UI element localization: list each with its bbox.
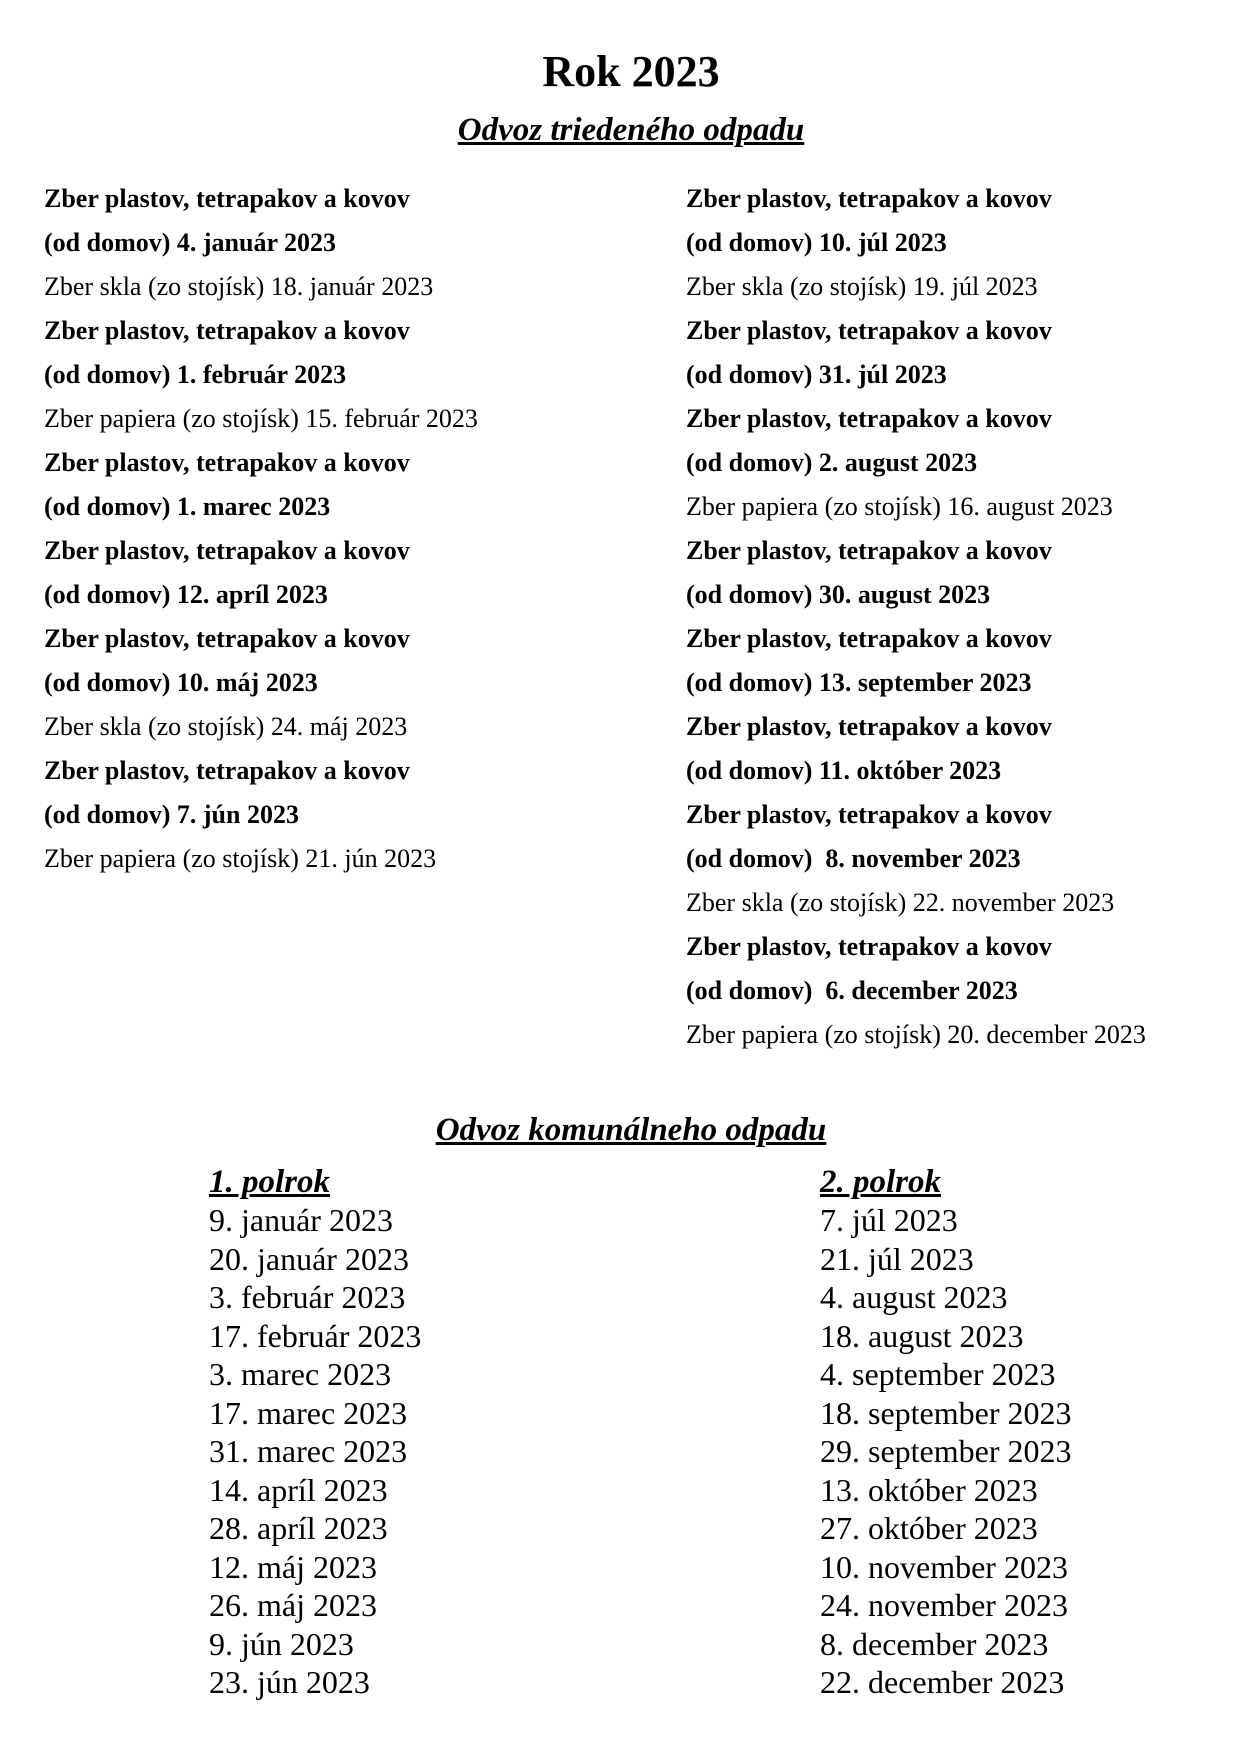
collection-entry-bold: (od domov) 11. október 2023 xyxy=(686,756,1002,785)
collection-date: 17. február 2023 xyxy=(209,1317,422,1354)
collection-date: 23. jún 2023 xyxy=(209,1664,370,1700)
collection-entry-bold: (od domov) 10. júl 2023 xyxy=(686,228,947,257)
collection-date: 14. apríl 2023 xyxy=(209,1471,388,1508)
collection-date: 13. október 2023 xyxy=(820,1471,1038,1508)
collection-entry-bold: Zber plastov, tetrapakov a kovov xyxy=(686,184,1052,213)
collection-date: 18. september 2023 xyxy=(820,1394,1072,1431)
collection-entry-bold: Zber plastov, tetrapakov a kovov xyxy=(44,536,410,565)
collection-entry-bold: (od domov) 4. január 2023 xyxy=(44,228,337,257)
collection-entry-bold: Zber plastov, tetrapakov a kovov xyxy=(686,800,1052,829)
first-half-date-list xyxy=(209,1201,629,1702)
collection-date: 21. júl 2023 xyxy=(820,1240,974,1277)
collection-entry-bold: Zber plastov, tetrapakov a kovov xyxy=(686,932,1052,961)
collection-entry-bold: Zber plastov, tetrapakov a kovov xyxy=(44,448,410,477)
collection-date: 20. január 2023 xyxy=(209,1240,409,1277)
collection-date: 31. marec 2023 xyxy=(209,1433,408,1469)
second-half-heading: 2. polrok xyxy=(820,1164,942,1200)
collection-entry: Zber skla (zo stojísk) 19. júl 2023 xyxy=(686,272,1038,301)
collection-entry: Zber papiera (zo stojísk) 21. jún 2023 xyxy=(44,844,437,873)
collection-entry-bold: (od domov) 31. júl 2023 xyxy=(686,360,947,389)
collection-date: 9. január 2023 xyxy=(209,1202,393,1238)
collection-date: 4. september 2023 xyxy=(820,1356,1056,1392)
collection-entry-bold: (od domov) 30. august 2023 xyxy=(686,580,991,609)
collection-entry: Zber skla (zo stojísk) 18. január 2023 xyxy=(44,272,434,301)
collection-entry-bold: (od domov) 1. február 2023 xyxy=(44,360,347,389)
collection-entry-bold: (od domov) 2. august 2023 xyxy=(686,448,978,477)
first-half-heading: 1. polrok xyxy=(209,1164,331,1200)
collection-entry-bold: (od domov) 1. marec 2023 xyxy=(44,492,331,521)
page-title: Rok 2023 xyxy=(542,47,720,96)
collection-entry: Zber papiera (zo stojísk) 16. august 2023 xyxy=(686,492,1113,521)
collection-date: 29. september 2023 xyxy=(820,1433,1072,1469)
second-half-date-list xyxy=(820,1201,1220,1702)
collection-entry-bold: (od domov) 7. jún 2023 xyxy=(44,800,299,829)
collection-entry-bold: (od domov) 10. máj 2023 xyxy=(44,668,318,697)
collection-entry-bold: Zber plastov, tetrapakov a kovov xyxy=(44,756,410,785)
second-half-schedule xyxy=(820,1163,1220,1702)
collection-entry-bold: Zber plastov, tetrapakov a kovov xyxy=(686,404,1052,433)
collection-date: 7. júl 2023 xyxy=(820,1202,958,1238)
collection-date: 28. apríl 2023 xyxy=(209,1510,388,1546)
collection-entry-bold: Zber plastov, tetrapakov a kovov xyxy=(44,184,410,213)
sorted-waste-heading: Odvoz triedeného odpadu xyxy=(457,112,805,148)
collection-date: 8. december 2023 xyxy=(820,1625,1049,1662)
collection-date: 18. august 2023 xyxy=(820,1317,1024,1354)
collection-entry-bold: (od domov) 12. apríl 2023 xyxy=(44,580,328,609)
collection-entry-bold: Zber plastov, tetrapakov a kovov xyxy=(686,624,1052,653)
sorted-waste-left-column xyxy=(44,177,644,881)
collection-entry-bold: (od domov) 13. september 2023 xyxy=(686,668,1032,697)
collection-date: 3. február 2023 xyxy=(209,1279,406,1315)
collection-entry-bold: (od domov) 6. december 2023 xyxy=(686,976,1018,1005)
municipal-waste-heading: Odvoz komunálneho odpadu xyxy=(435,1112,827,1148)
collection-entry: Zber papiera (zo stojísk) 15. február 2023 xyxy=(44,404,478,433)
first-half-schedule xyxy=(209,1163,629,1702)
collection-entry: Zber skla (zo stojísk) 24. máj 2023 xyxy=(44,712,408,741)
collection-date: 17. marec 2023 xyxy=(209,1394,408,1431)
collection-entry-bold: Zber plastov, tetrapakov a kovov xyxy=(686,316,1052,345)
collection-entry-bold: Zber plastov, tetrapakov a kovov xyxy=(686,536,1052,565)
collection-date: 12. máj 2023 xyxy=(209,1548,377,1585)
collection-date: 4. august 2023 xyxy=(820,1279,1008,1315)
collection-entry-bold: Zber plastov, tetrapakov a kovov xyxy=(44,624,410,653)
collection-entry: Zber skla (zo stojísk) 22. november 2023 xyxy=(686,888,1115,917)
collection-date: 3. marec 2023 xyxy=(209,1356,392,1392)
collection-date: 26. máj 2023 xyxy=(209,1587,377,1623)
collection-date: 10. november 2023 xyxy=(820,1548,1068,1585)
collection-entry-bold: Zber plastov, tetrapakov a kovov xyxy=(686,712,1052,741)
collection-entry: Zber papiera (zo stojísk) 20. december 2023 xyxy=(686,1020,1146,1049)
collection-date: 27. október 2023 xyxy=(820,1510,1038,1546)
collection-date: 22. december 2023 xyxy=(820,1664,1065,1700)
collection-entry-bold: (od domov) 8. november 2023 xyxy=(686,844,1021,873)
collection-date: 9. jún 2023 xyxy=(209,1625,354,1662)
sorted-waste-right-column xyxy=(686,177,1226,1057)
collection-date: 24. november 2023 xyxy=(820,1587,1068,1623)
collection-entry-bold: Zber plastov, tetrapakov a kovov xyxy=(44,316,410,345)
